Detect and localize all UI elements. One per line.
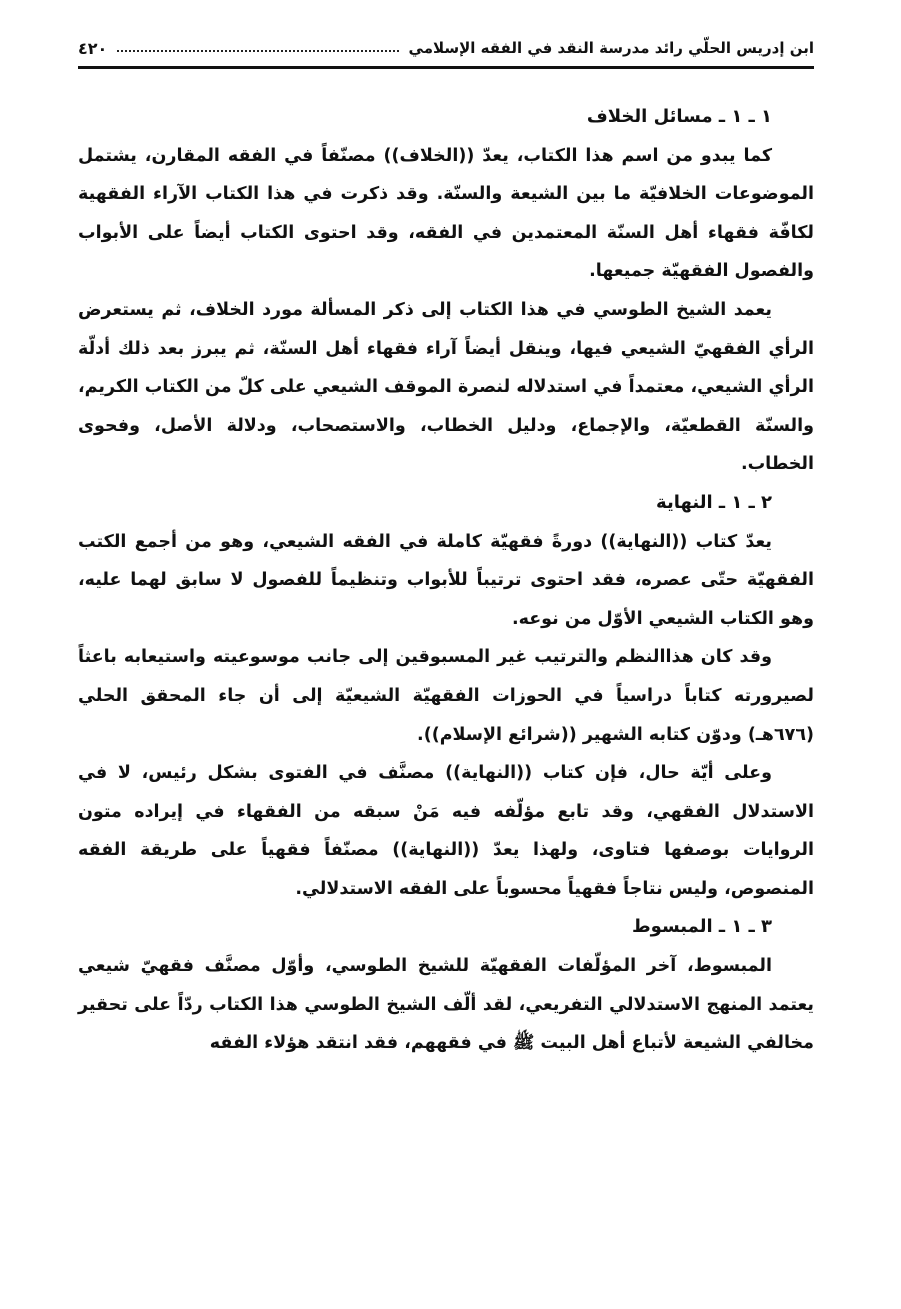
paragraph: يعمد الشيخ الطوسي في هذا الكتاب إلى ذكر المسألة مورد الخلاف، ثم يستعرض الرأي الفقهيّ الشيعي فيها، وينقل أيضاً آراء فقهاء أهل السنّة، ثم يبرز بعد ذلك أدلّة الرأي الشيعي، معتمداً في استدلاله لنصرة الموقف الشيعي على كلّ من الكتاب الكريم، والسنّة القطعيّة، والإجماع، ودليل الخطاب، والاستصحاب، ودلالة الأصل، وفحوى الخطاب.: [78, 299, 814, 475]
page-header: [78, 30, 814, 66]
paragraph: وعلى أيّة حال، فإن كتاب ((النهاية)) مصنَّف في الفتوى بشكل رئيس، لا في الاستدلال الفقهي، وقد تابع مؤلّفه فيه مَنْ سبقه من الفقهاء في إيراده متون الروايات بوصفها فتاوى، ولهذا يعدّ ((النهاية)) مصنّفاً فقهياً على طريقة الفقه المنصوص، وليس نتاجاً فقهياً محسوباً على الفقه الاستدلالي.: [78, 763, 814, 899]
header-dot-leader: [117, 40, 398, 52]
paragraph: يعدّ كتاب ((النهاية)) دورةً فقهيّة كاملة في الفقه الشيعي، وهو من أجمع الكتب الفقهيّة حتّى عصره، فقد احتوى ترتيباً للأبواب وتنظيماً للفصول لا سابق لهما عليه، وهو الكتاب الشيعي الأوّل من نوعه.: [78, 531, 814, 629]
paragraph: وقد كان هذاالنظم والترتيب غير المسبوقين إلى جانب موسوعيته واستيعابه باعثاً لصيرورته كتاباً دراسياً في الحوزات الفقهيّة الشيعيّة إلى أن جاء المحقق الحلي (٦٧٦هـ) ودوّن كتابه الشهير ((شرائع الإسلام)).: [78, 647, 814, 745]
page-body: [78, 98, 814, 1063]
paragraph: كما يبدو من اسم هذا الكتاب، يعدّ ((الخلاف)) مصنّفاً في الفقه المقارن، يشتمل الموضوعات الخلافيّة ما بين الشيعة والسنّة. وقد ذكرت في هذا الكتاب الآراء الفقهية لكافّة فقهاء أهل السنّة المعتمدين في الفقه، وقد احتوى الكتاب أيضاً على الأبواب والفصول الفقهيّة جميعها.: [78, 145, 814, 282]
page-number: ٤٢٠: [78, 38, 108, 58]
header-rule: [78, 66, 814, 69]
running-title: ابن إدريس الحلّي رائد مدرسة النقد في الفقه الإسلامي: [408, 39, 814, 57]
section-heading-khilaf: ١ ـ ١ ـ مسائل الخلاف: [586, 106, 772, 127]
section-heading-mabsut: ٣ ـ ١ ـ المبسوط: [631, 916, 772, 938]
section-heading-nihaya: ٢ ـ ١ ـ النهاية: [656, 491, 772, 513]
paragraph: المبسوط، آخر المؤلّفات الفقهيّة للشيخ الطوسي، وأوّل مصنَّف فقهيّ شيعي يعتمد المنهج الاستدلالي التفريعي، لقد ألّف الشيخ الطوسي هذا الكتاب ردّاً على تحقير مخالفي الشيعة لأتباع أهل البيت ﷺ في فقههم، فقد انتقد هؤلاء الفقه: [78, 956, 814, 1054]
